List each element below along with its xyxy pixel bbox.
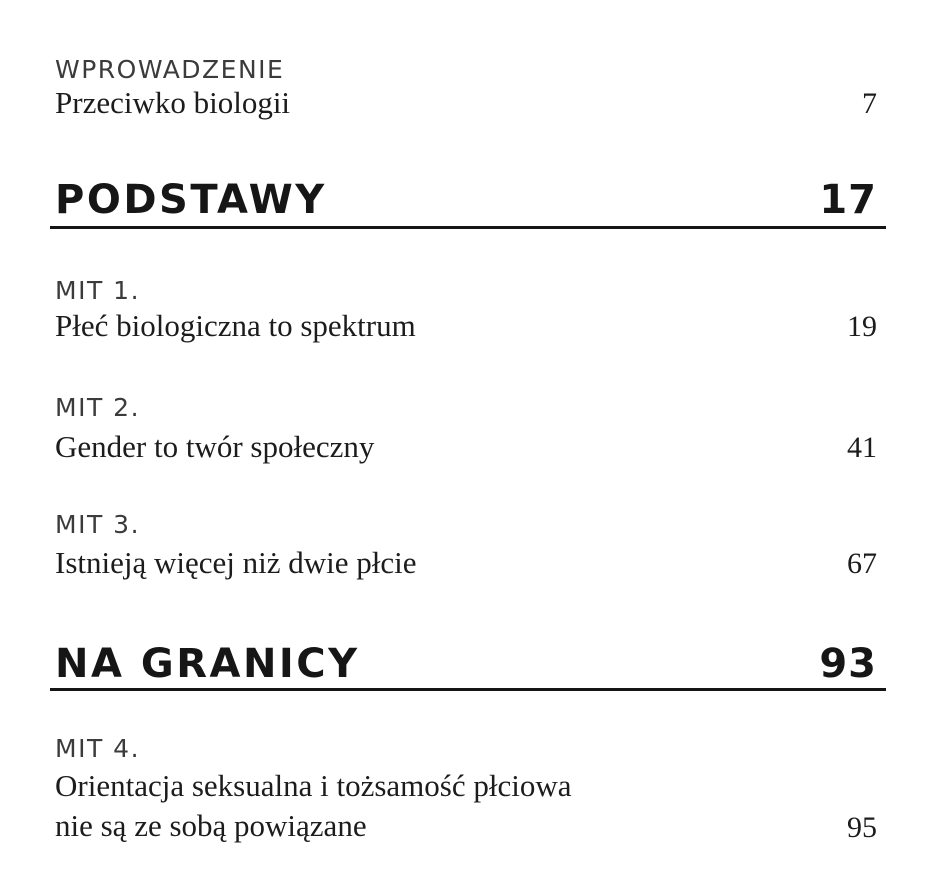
entry-label-mit-4: MIT 4. — [55, 734, 141, 763]
entry-title: Gender to twór społeczny — [55, 429, 375, 464]
section-page-number: 93 — [819, 641, 877, 687]
entry-page-number: 67 — [847, 547, 877, 580]
entry-title-line-1: Orientacja seksualna i tożsamość płciowa — [55, 768, 572, 803]
toc-entry-mit-4 — [55, 766, 877, 846]
intro-entry — [55, 85, 877, 122]
section-page-number: 17 — [819, 177, 877, 223]
entry-title-line-2: nie są ze sobą powiązane — [55, 808, 367, 843]
section-heading-text: PODSTAWY — [55, 177, 327, 223]
entry-page-number: 19 — [847, 310, 877, 343]
entry-title-lines — [55, 766, 571, 846]
entry-page-number: 95 — [847, 811, 877, 844]
section-divider-rule — [50, 226, 886, 229]
entry-label-mit-1: MIT 1. — [55, 276, 141, 305]
entry-page-number: 41 — [847, 431, 877, 464]
toc-entry-mit-2 — [55, 429, 877, 466]
intro-entry-title: Przeciwko biologii — [55, 85, 291, 120]
entry-title: Istnieją więcej niż dwie płcie — [55, 545, 417, 580]
entry-title: Płeć biologiczna to spektrum — [55, 308, 416, 343]
section-heading-podstawy — [55, 177, 877, 223]
section-divider-rule — [50, 688, 886, 691]
section-heading-text: NA GRANICY — [55, 641, 360, 687]
section-heading-na-granicy — [55, 641, 877, 687]
intro-entry-label: WPROWADZENIE — [55, 55, 285, 84]
toc-entry-mit-3 — [55, 545, 877, 582]
entry-label-mit-3: MIT 3. — [55, 510, 141, 539]
entry-label-mit-2: MIT 2. — [55, 393, 141, 422]
intro-entry-page-number: 7 — [862, 87, 877, 120]
toc-entry-mit-1 — [55, 308, 877, 345]
